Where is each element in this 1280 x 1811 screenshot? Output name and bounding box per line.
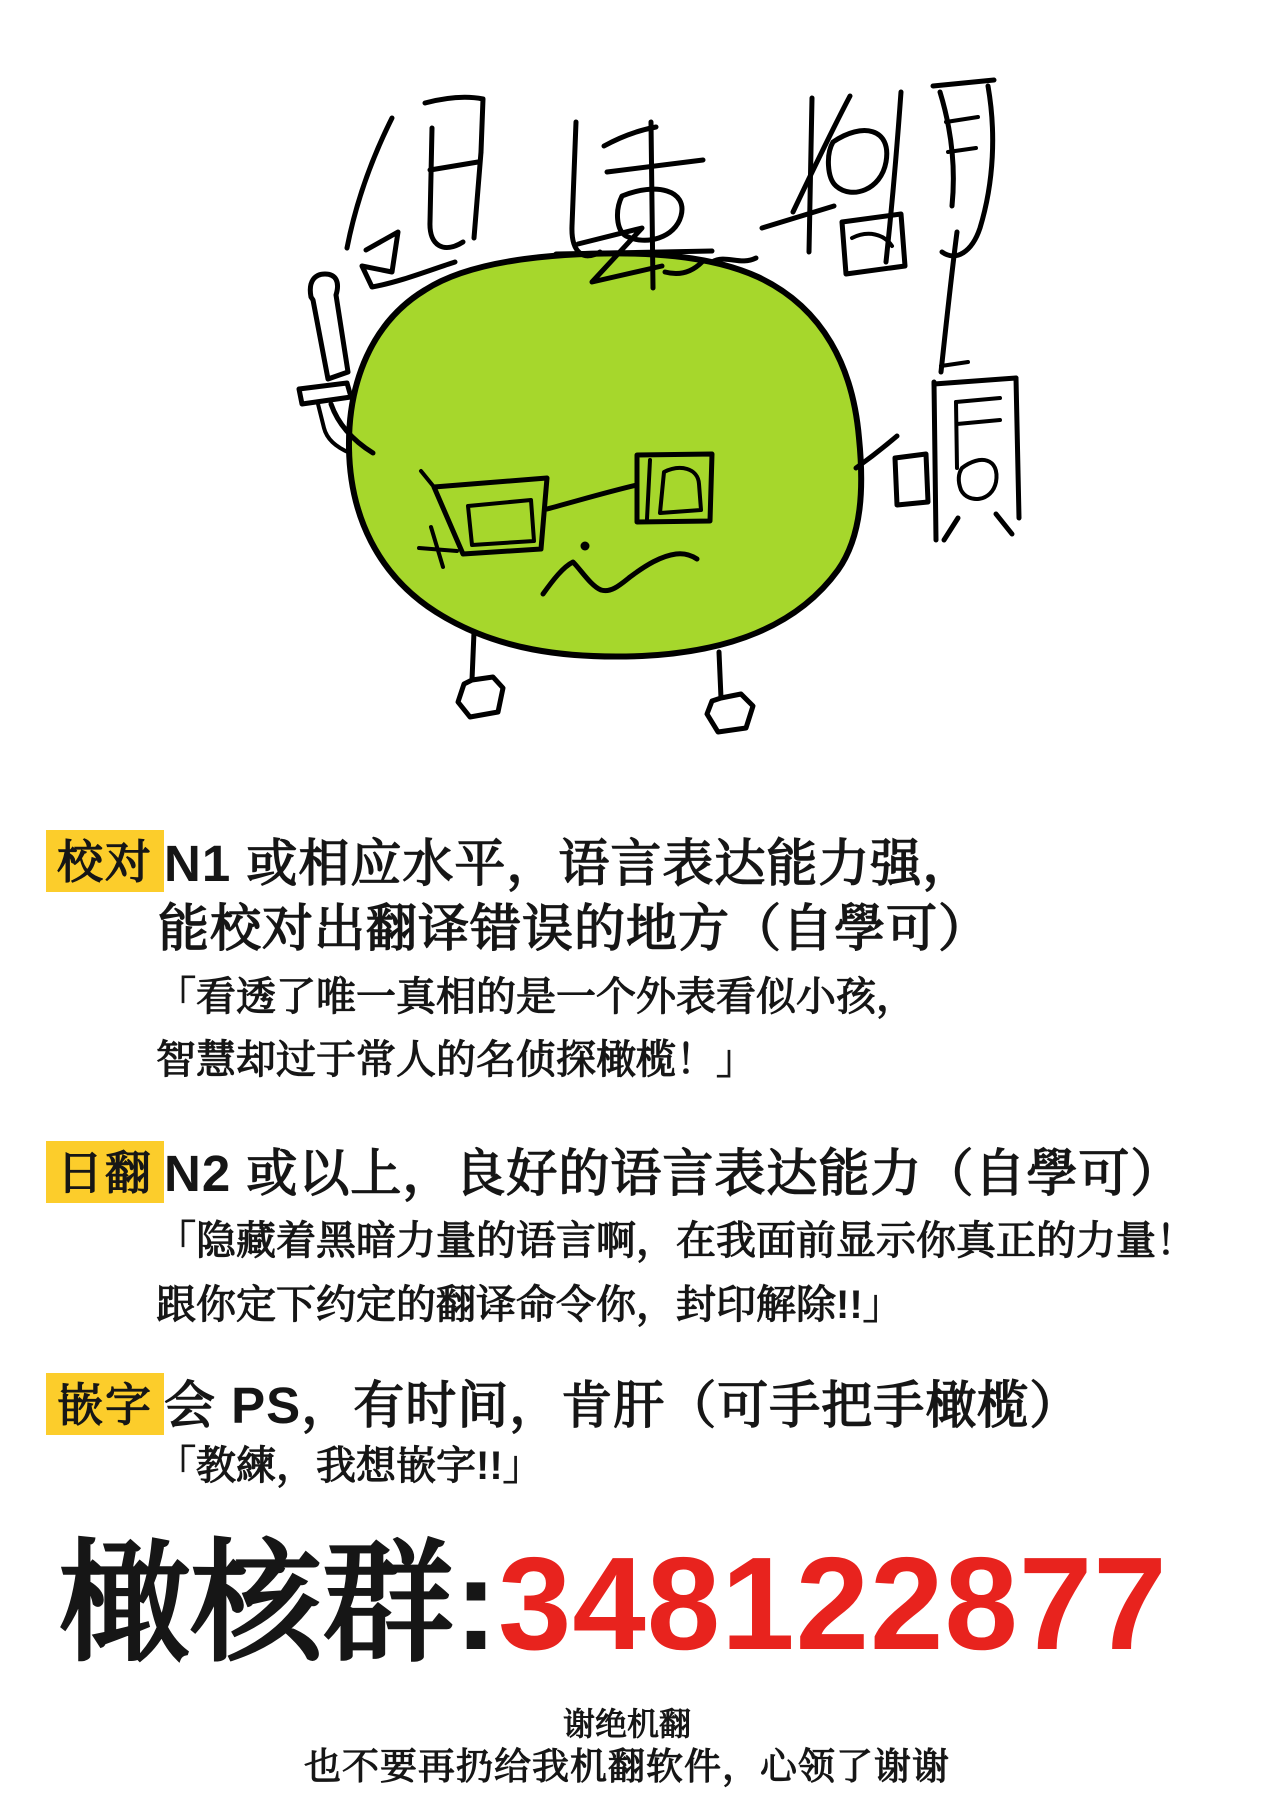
role-tag-translation: 日翻 — [46, 1141, 164, 1203]
qq-group-number: 348122877 — [497, 1530, 1168, 1677]
olive-body — [349, 251, 861, 657]
role-tag-typesetting: 嵌字 — [46, 1373, 164, 1435]
proofreading-quote-line1: 「看透了唯一真相的是一个外表看似小孩， — [156, 975, 916, 1019]
proofreading-requirement-line2: 能校对出翻译错误的地方（自學可） — [158, 900, 991, 957]
translation-requirement-line1: N2 或以上，良好的语言表达能力（自學可） — [164, 1145, 1183, 1202]
footer-note-line1: 谢绝机翻 — [562, 1706, 691, 1742]
footer-note-line2: 也不要再扔给我机翻软件，心领了谢谢 — [304, 1746, 950, 1787]
qq-group-label: 橄核群: — [58, 1530, 498, 1677]
typesetting-requirement-line1: 会 PS，有时间，肯肝（可手把手橄榄） — [164, 1377, 1082, 1434]
proofreading-requirement-line1: N1 或相应水平，语言表达能力强， — [164, 835, 975, 892]
proofreading-quote-line2: 智慧却过于常人的名侦探橄榄！」 — [156, 1038, 756, 1082]
qq-group-contact — [58, 1530, 1168, 1677]
typesetting-quote-line1: 「教練，我想嵌字!!」 — [156, 1444, 543, 1488]
olive-mascot-doodle — [0, 0, 1280, 760]
translation-quote-line1: 「隐藏着黑暗力量的语言啊，在我面前显示你真正的力量！ — [156, 1219, 1196, 1263]
translation-quote-line2: 跟你定下约定的翻译命令你，封印解除!!」 — [156, 1283, 903, 1327]
sign-scribble — [895, 362, 1019, 540]
role-tag-proofreading: 校对 — [46, 830, 164, 892]
